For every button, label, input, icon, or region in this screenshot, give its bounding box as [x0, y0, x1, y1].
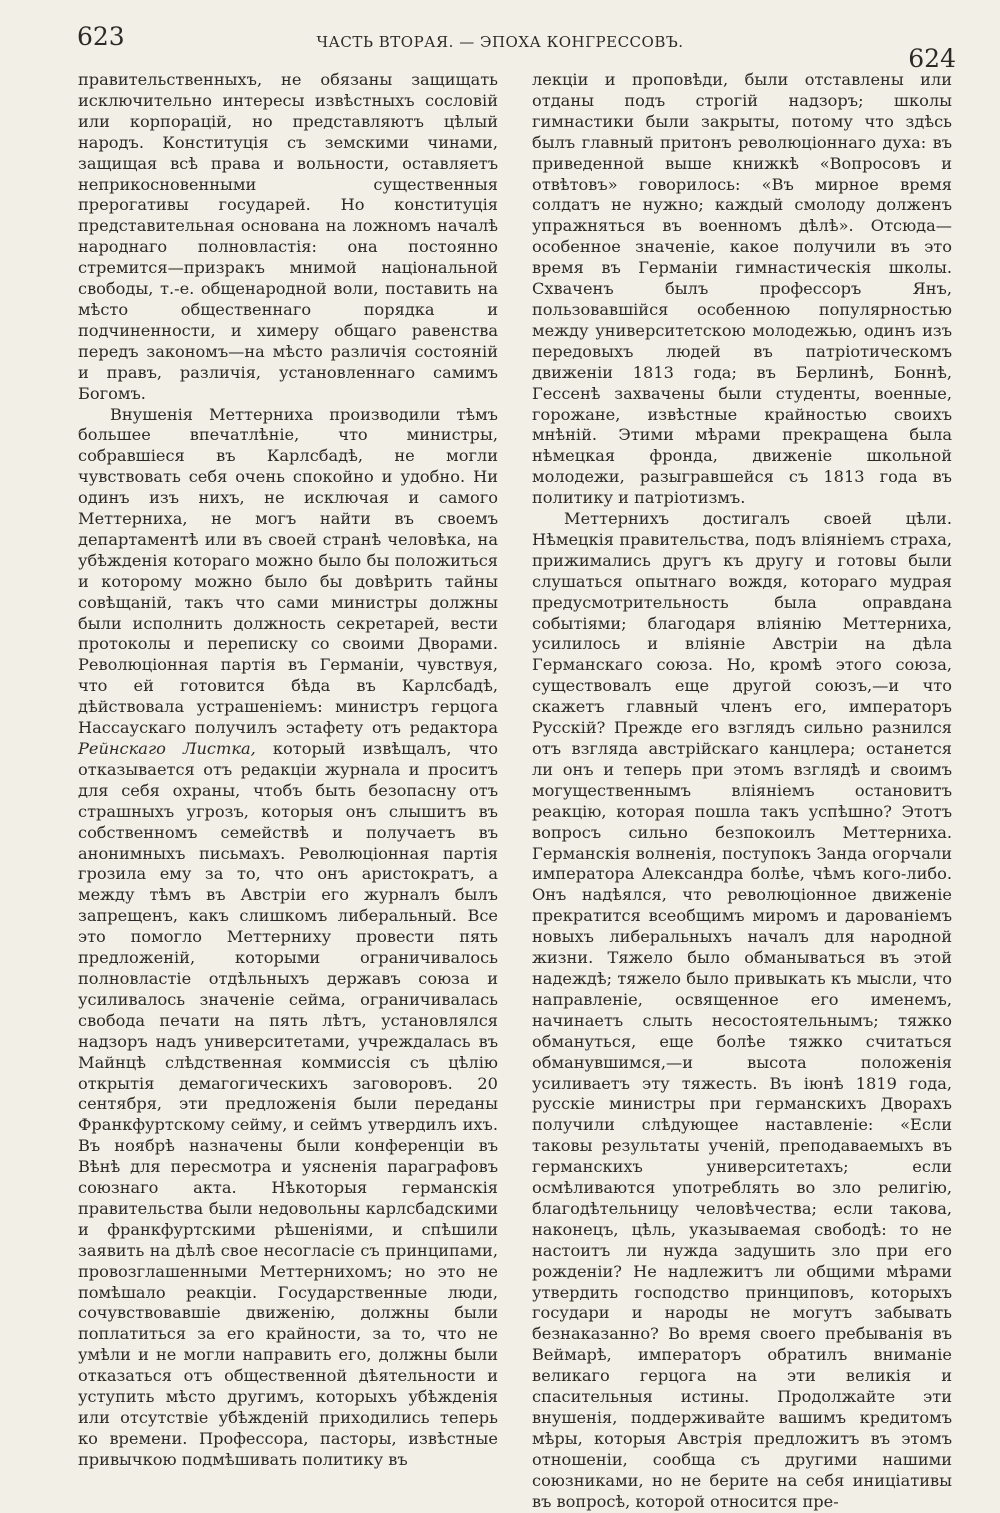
italic-title: Рейнскаго Листка, [78, 739, 256, 758]
left-column [78, 70, 498, 1490]
right-column [532, 70, 952, 1511]
text-run: Внушенія Меттерниха производили тѣмъ большее впечатлѣніе, что министры, собравшіеся въ Карлсбадѣ, не могли чувствовать себя очень спокойно и удобно. Ни одинъ изъ нихъ, не исключая и самого Меттерниха, не могъ найти въ своемъ департаментѣ или въ своей странѣ человѣка, на убѣжденія котораго можно было бы положиться и которому можно было бы довѣрить тайны совѣщаній, такъ что сами министры должны были исполнить должность секретарей, вести протоколы и переписку со своими Дворами. Революціонная партія въ Германіи, чувствуя, что ей готовится бѣда въ Карлсбадѣ, дѣйствовала устрашеніемъ: министръ герцога Нассаускаго получилъ эстафету отъ редактора [78, 404, 498, 738]
text-run: который извѣщалъ, что отказывается отъ редакціи журнала и проситъ для себя охраны, чтобъ быть безопасну отъ страшныхъ угрозъ, которыя онъ слышитъ въ собственномъ семействѣ и получаетъ въ анонимныхъ письмахъ. Революціонная партія грозила ему за то, что онъ аристократъ, а между тѣмъ въ Австріи его журналъ былъ запрещенъ, какъ слишкомъ либеральный. Все это помогло Меттерниху провести пять предложеній, которыми ограничивалось полновластіе отдѣльныхъ державъ союза и усиливалось значеніе сейма, ограничивалась свобода печати на пять лѣтъ, установлялся надзоръ надъ университетами, учреждалась въ Майнцѣ слѣдственная коммиссія съ цѣлію открытія демагогическихъ заговоровъ. 20 сентября, эти предложенія были переданы Франкфуртскому сейму, и сеймъ утвердилъ ихъ. Въ ноябрѣ назначены были конференціи въ Вѣнѣ для пересмотра и уясненія параграфовъ союзнаго акта. Нѣкоторыя германскія правительства были недовольны карлсбадскими и франкфуртскими рѣшеніями, и спѣшили заявить на дѣлѣ свое несогласіе съ принципами, провозглашенными Меттернихомъ; но это не помѣшало реакціи. Государственные люди, сочувствовавшіе движенію, должны были поплатиться за его крайности, за то, что не умѣли и не могли направить его, должны были отказаться отъ общественной дѣятельности и уступить мѣсто другимъ, которыхъ убѣжденія или отсутствіе убѣжденій приходились теперь ко времени. Профессора, пасторы, извѣстные привычкою подмѣшивать политику въ [78, 739, 499, 1469]
paragraph: лекціи и проповѣди, были отставлены или отданы подъ строгій надзоръ; школы гимнастики были закрыты, потому что здѣсь былъ главный притонъ революціоннаго духа: въ приведенной выше книжкѣ «Вопросовъ и отвѣтовъ» говорилось: «Въ мирное время солдатъ не нужно; каждый смолоду долженъ упражняться въ военномъ дѣлѣ». Отсюда—особенное значеніе, какое получили въ это время въ Германіи гимнастическія школы. Схваченъ былъ профессоръ Янъ, пользовавшійся особенною популярностью между университетскою молодежью, одинъ изъ передовыхъ людей въ патріотическомъ движеніи 1813 года; въ Берлинѣ, Боннѣ, Гессенѣ захвачены были студенты, военные, горожане, извѣстные крайностью своихъ мнѣній. Этими мѣрами прекращена была нѣмецкая фронда, движеніе школьной молодежи, разыгравшейся съ 1813 года въ политику и патріотизмъ. [532, 70, 952, 508]
running-title: ЧАСТЬ ВТОРАЯ. — ЭПОХА КОНГРЕССОВЪ. [316, 33, 684, 51]
paragraph: Меттернихъ достигалъ своей цѣли. Нѣмецкія правительства, подъ вліяніемъ страха, прижимались другъ къ другу и готовы были слушаться опытнаго вождя, котораго мудрая предусмотрительность была оправдана событіями; благодаря вліянію Меттерниха, усилилось и вліяніе Австріи на дѣла Германскаго союза. Но, кромѣ этого союза, существовалъ еще другой союзъ,—и что скажетъ главный членъ его, императоръ Русскій? Прежде его взглядъ сильно разнился отъ взгляда австрійскаго канцлера; останется ли онъ и теперь при этомъ взглядѣ и своимъ могущественнымъ вліяніемъ остановитъ реакцію, которая пошла такъ успѣшно? Этотъ вопросъ сильно безпокоилъ Меттерниха. Германскія волненія, поступокъ Занда огорчали императора Александра болѣе, чѣмъ кого-либо. Онъ надѣялся, что революціонное движеніе прекратится всеобщимъ миромъ и дарованіемъ новыхъ либеральныхъ началъ для народной жизни. Тяжело было обманываться въ этой надеждѣ; тяжело было привыкать къ мысли, что направленіе, освященное его именемъ, начинаетъ слыть несостоятельнымъ; тяжко обмануться, еще болѣе тяжко считаться обманувшимся,—и высота положенія усиливаетъ эту тяжесть. Въ іюнѣ 1819 года, русскіе министры при германскихъ Дворахъ получили слѣдующее наставленіе: «Если таковы результаты ученій, преподаваемыхъ въ германскихъ университетахъ; если осмѣливаются употреблять во зло религію, благодѣтельницу человѣчества; если такова, наконецъ, цѣль, указываемая свободѣ: то не настоитъ ли нужда задушить зло при его рожденіи? Не надлежитъ ли общими мѣрами утвердить господство принциповъ, которыхъ государи и народы не могутъ забывать безнаказанно? Во время своего пребыванія въ Веймарѣ, императоръ обратилъ вниманіе великаго герцога на эти великія и спасительныя истины. Продолжайте эти внушенія, поддерживайте вашимъ кредитомъ мѣры, которыя Австрія предложитъ въ этомъ отношеніи, сообща съ другими нашими союзниками, но не берите на себя иниціативы въ вопросѣ, которой относится пре- [532, 509, 952, 1511]
paragraph [78, 405, 498, 1471]
page-number-left: 623 [77, 22, 125, 51]
paragraph: правительственныхъ, не обязаны защищать исключительно интересы извѣстныхъ сословій или корпорацій, но представляютъ цѣлый народъ. Конституція съ земскими чинами, защищая всѣ права и вольности, оставляетъ неприкосновенными существенныя прерогативы государей. Но конституція представительная основана на ложномъ началѣ народнаго полновластія: она постоянно стремится—призракъ мнимой національной свободы, т.-е. общенародной воли, поставить на мѣсто общественнаго порядка и подчиненности, и химеру общаго равенства передъ закономъ—на мѣсто различія состояній и правъ, различія, установленнаго самимъ Богомъ. [78, 70, 498, 403]
page-header [0, 0, 1000, 73]
page-number-right: 624 [908, 44, 956, 73]
